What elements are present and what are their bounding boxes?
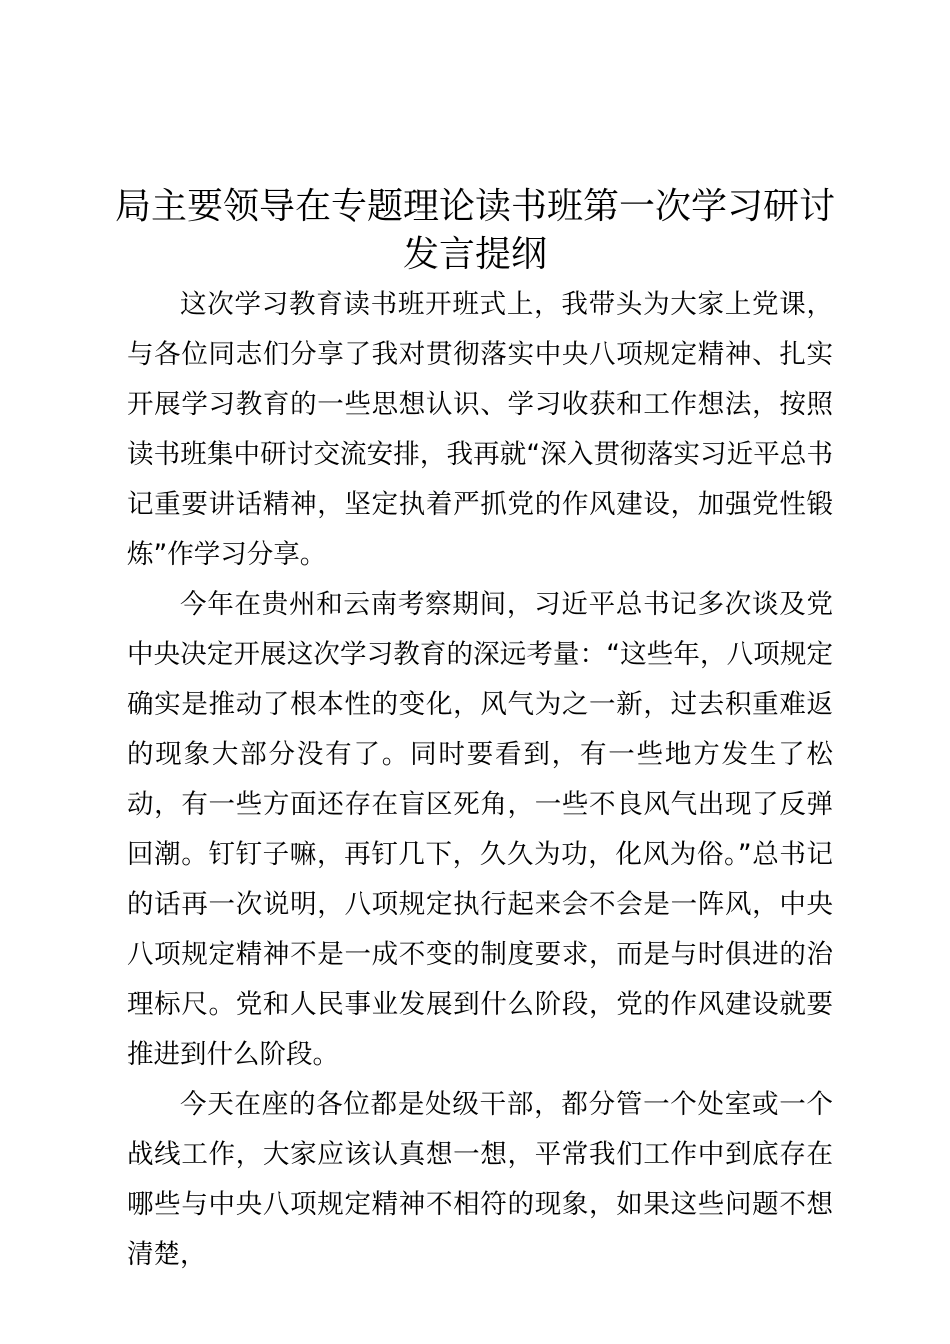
paragraph-3: 今天在座的各位都是处级干部，都分管一个处室或一个战线工作，大家应该认真想一想，平常我们工作中到底存在哪些与中央八项规定精神不相符的现象，如果这些问题不想清楚， bbox=[127, 1089, 833, 1270]
title-line-2: 发言提纲 bbox=[402, 234, 547, 275]
paragraph-2: 今年在贵州和云南考察期间，习近平总书记多次谈及党中央决定开展这次学习教育的深远考量：“这些年，八项规定确实是推动了根本性的变化，风气为之一新，过去积重难返的现象大部分没有了。同时要看到，有一些地方发生了松动，有一些方面还存在盲区死角，一些不良风气出现了反弹回潮。钉钉子嘛，再钉几下，久久为功，化风为俗。”总书记的话再一次说明，八项规定执行起来会不会是一阵风，中央八项规定精神不是一成不变的制度要求，而是与时俱进的治理标尺。党和人民事业发展到什么阶段，党的作风建设就要推进到什么阶段。 bbox=[127, 589, 833, 1070]
paragraph-1: 这次学习教育读书班开班式上，我带头为大家上党课，与各位同志们分享了我对贯彻落实中央八项规定精神、扎实开展学习教育的一些思想认识、学习收获和工作想法，按照读书班集中研讨交流安排，我再就“深入贯彻落实习近平总书记重要讲话精神，坚定执着严抓党的作风建设，加强党性锻炼”作学习分享。 bbox=[127, 289, 833, 570]
title-line-1: 局主要领导在专题理论读书班第一次学习研讨 bbox=[114, 186, 835, 227]
document-body bbox=[127, 280, 833, 1280]
document-title bbox=[100, 183, 850, 279]
